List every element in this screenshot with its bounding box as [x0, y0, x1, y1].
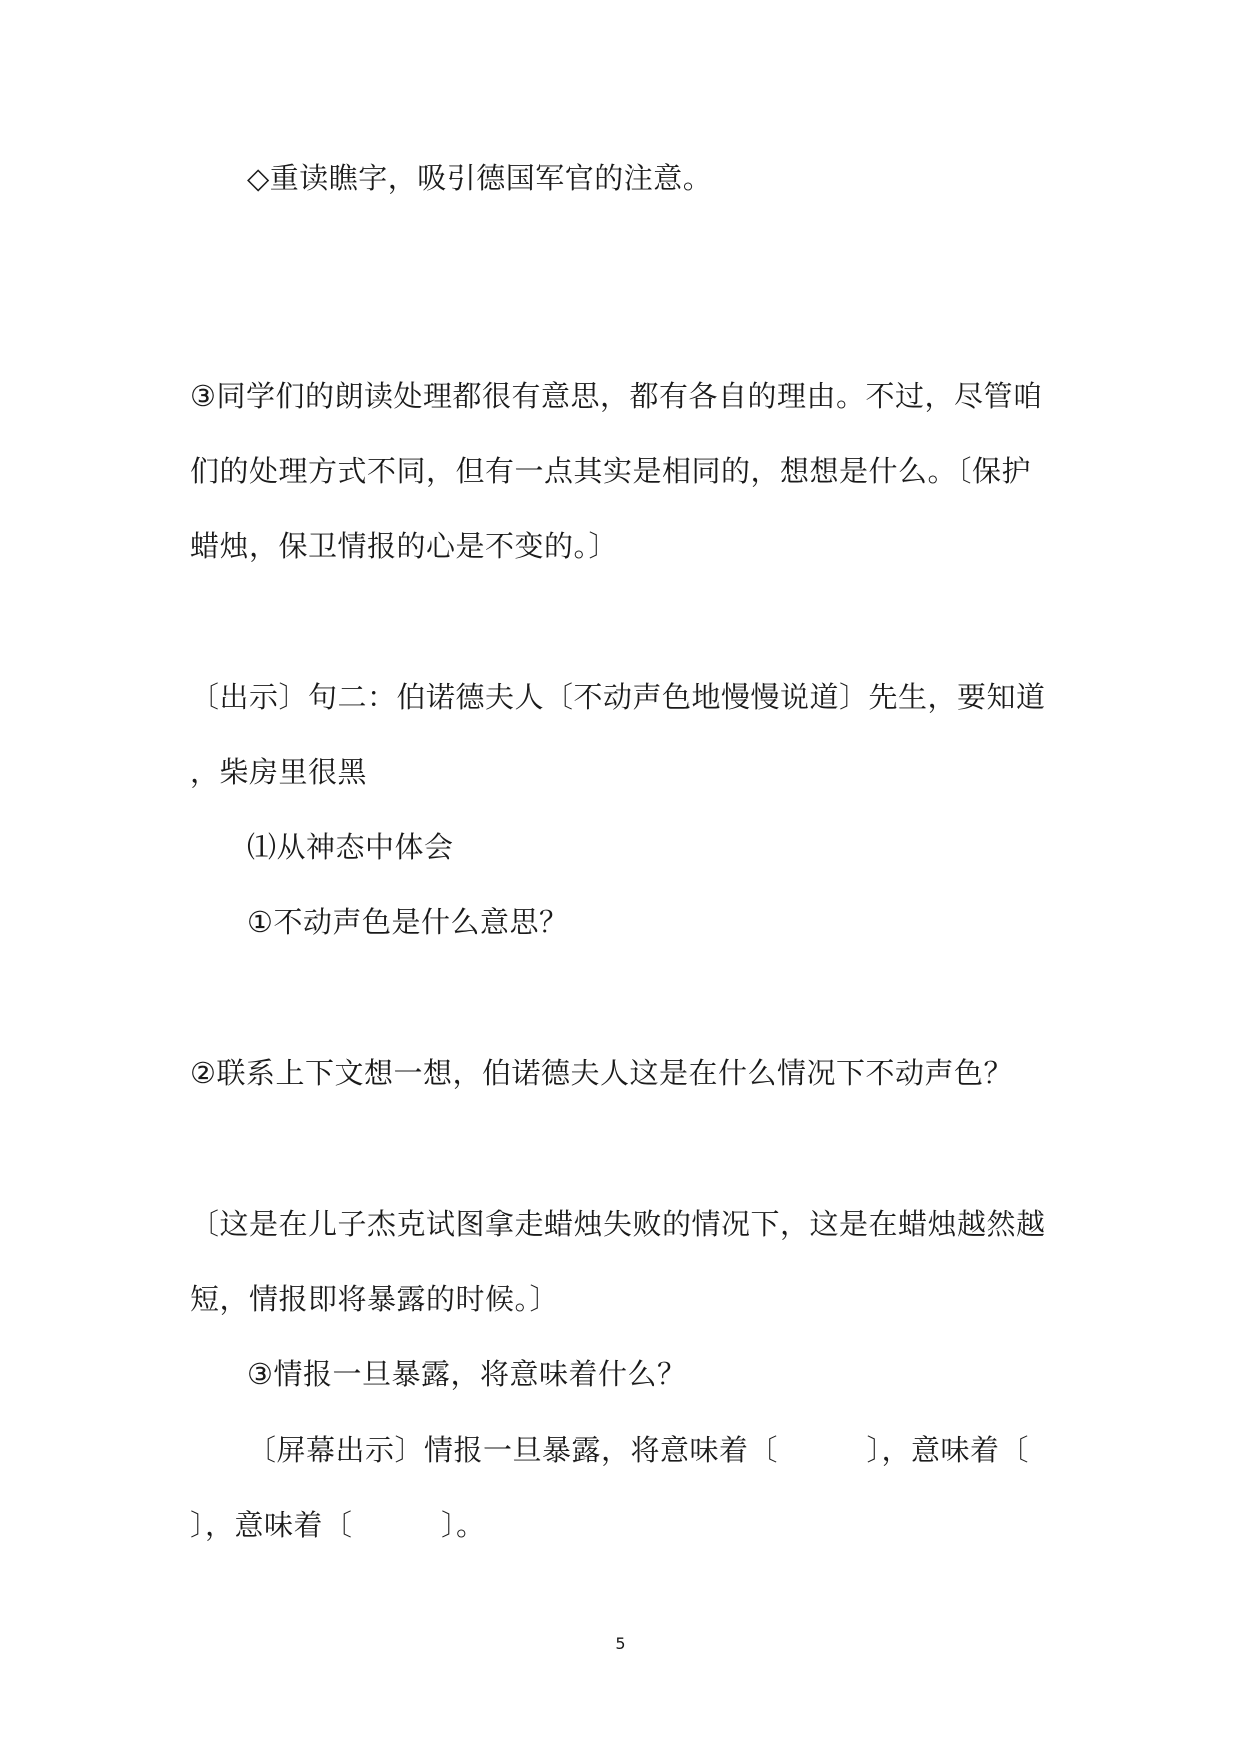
text-line-question-2: ②联系上下文想一想，伯诺德夫人这是在什么情况下不动声色？ — [190, 1056, 1013, 1090]
text-line-point3-part1: ③同学们的朗读处理都很有意思，都有各自的理由。不过，尽管咱 — [190, 379, 1043, 413]
text-line-screen-prompt-part1: 〔屏幕出示〕情报一旦暴露，将意味着〔 〕，意味着〔 — [247, 1433, 1030, 1467]
text-line-answer-2-part2: 短，情报即将暴露的时候。〕 — [190, 1282, 560, 1316]
text-line-subheading-1: ⑴从神态中体会 — [247, 830, 454, 864]
text-line-question-3: ③情报一旦暴露，将意味着什么？ — [247, 1357, 687, 1391]
page-number: 5 — [615, 1634, 626, 1653]
text-line-question-1: ①不动声色是什么意思？ — [247, 905, 569, 939]
text-line-sentence2-part1: 〔出示〕句二：伯诺德夫人〔不动声色地慢慢说道〕先生，要知道 — [190, 680, 1046, 714]
text-line-screen-prompt-part2: 〕，意味着〔 〕。 — [190, 1508, 486, 1542]
text-line-point3-part2: 们的处理方式不同，但有一点其实是相同的，想想是什么。〔保护 — [190, 454, 1032, 488]
text-line-diamond-stress: ◇重读瞧字，吸引德国军官的注意。 — [247, 161, 713, 195]
text-line-sentence2-part2: ，柴房里很黑 — [190, 755, 368, 789]
text-line-answer-2-part1: 〔这是在儿子杰克试图拿走蜡烛失败的情况下，这是在蜡烛越然越 — [190, 1207, 1046, 1241]
text-line-point3-part3: 蜡烛，保卫情报的心是不变的。〕 — [190, 529, 619, 563]
